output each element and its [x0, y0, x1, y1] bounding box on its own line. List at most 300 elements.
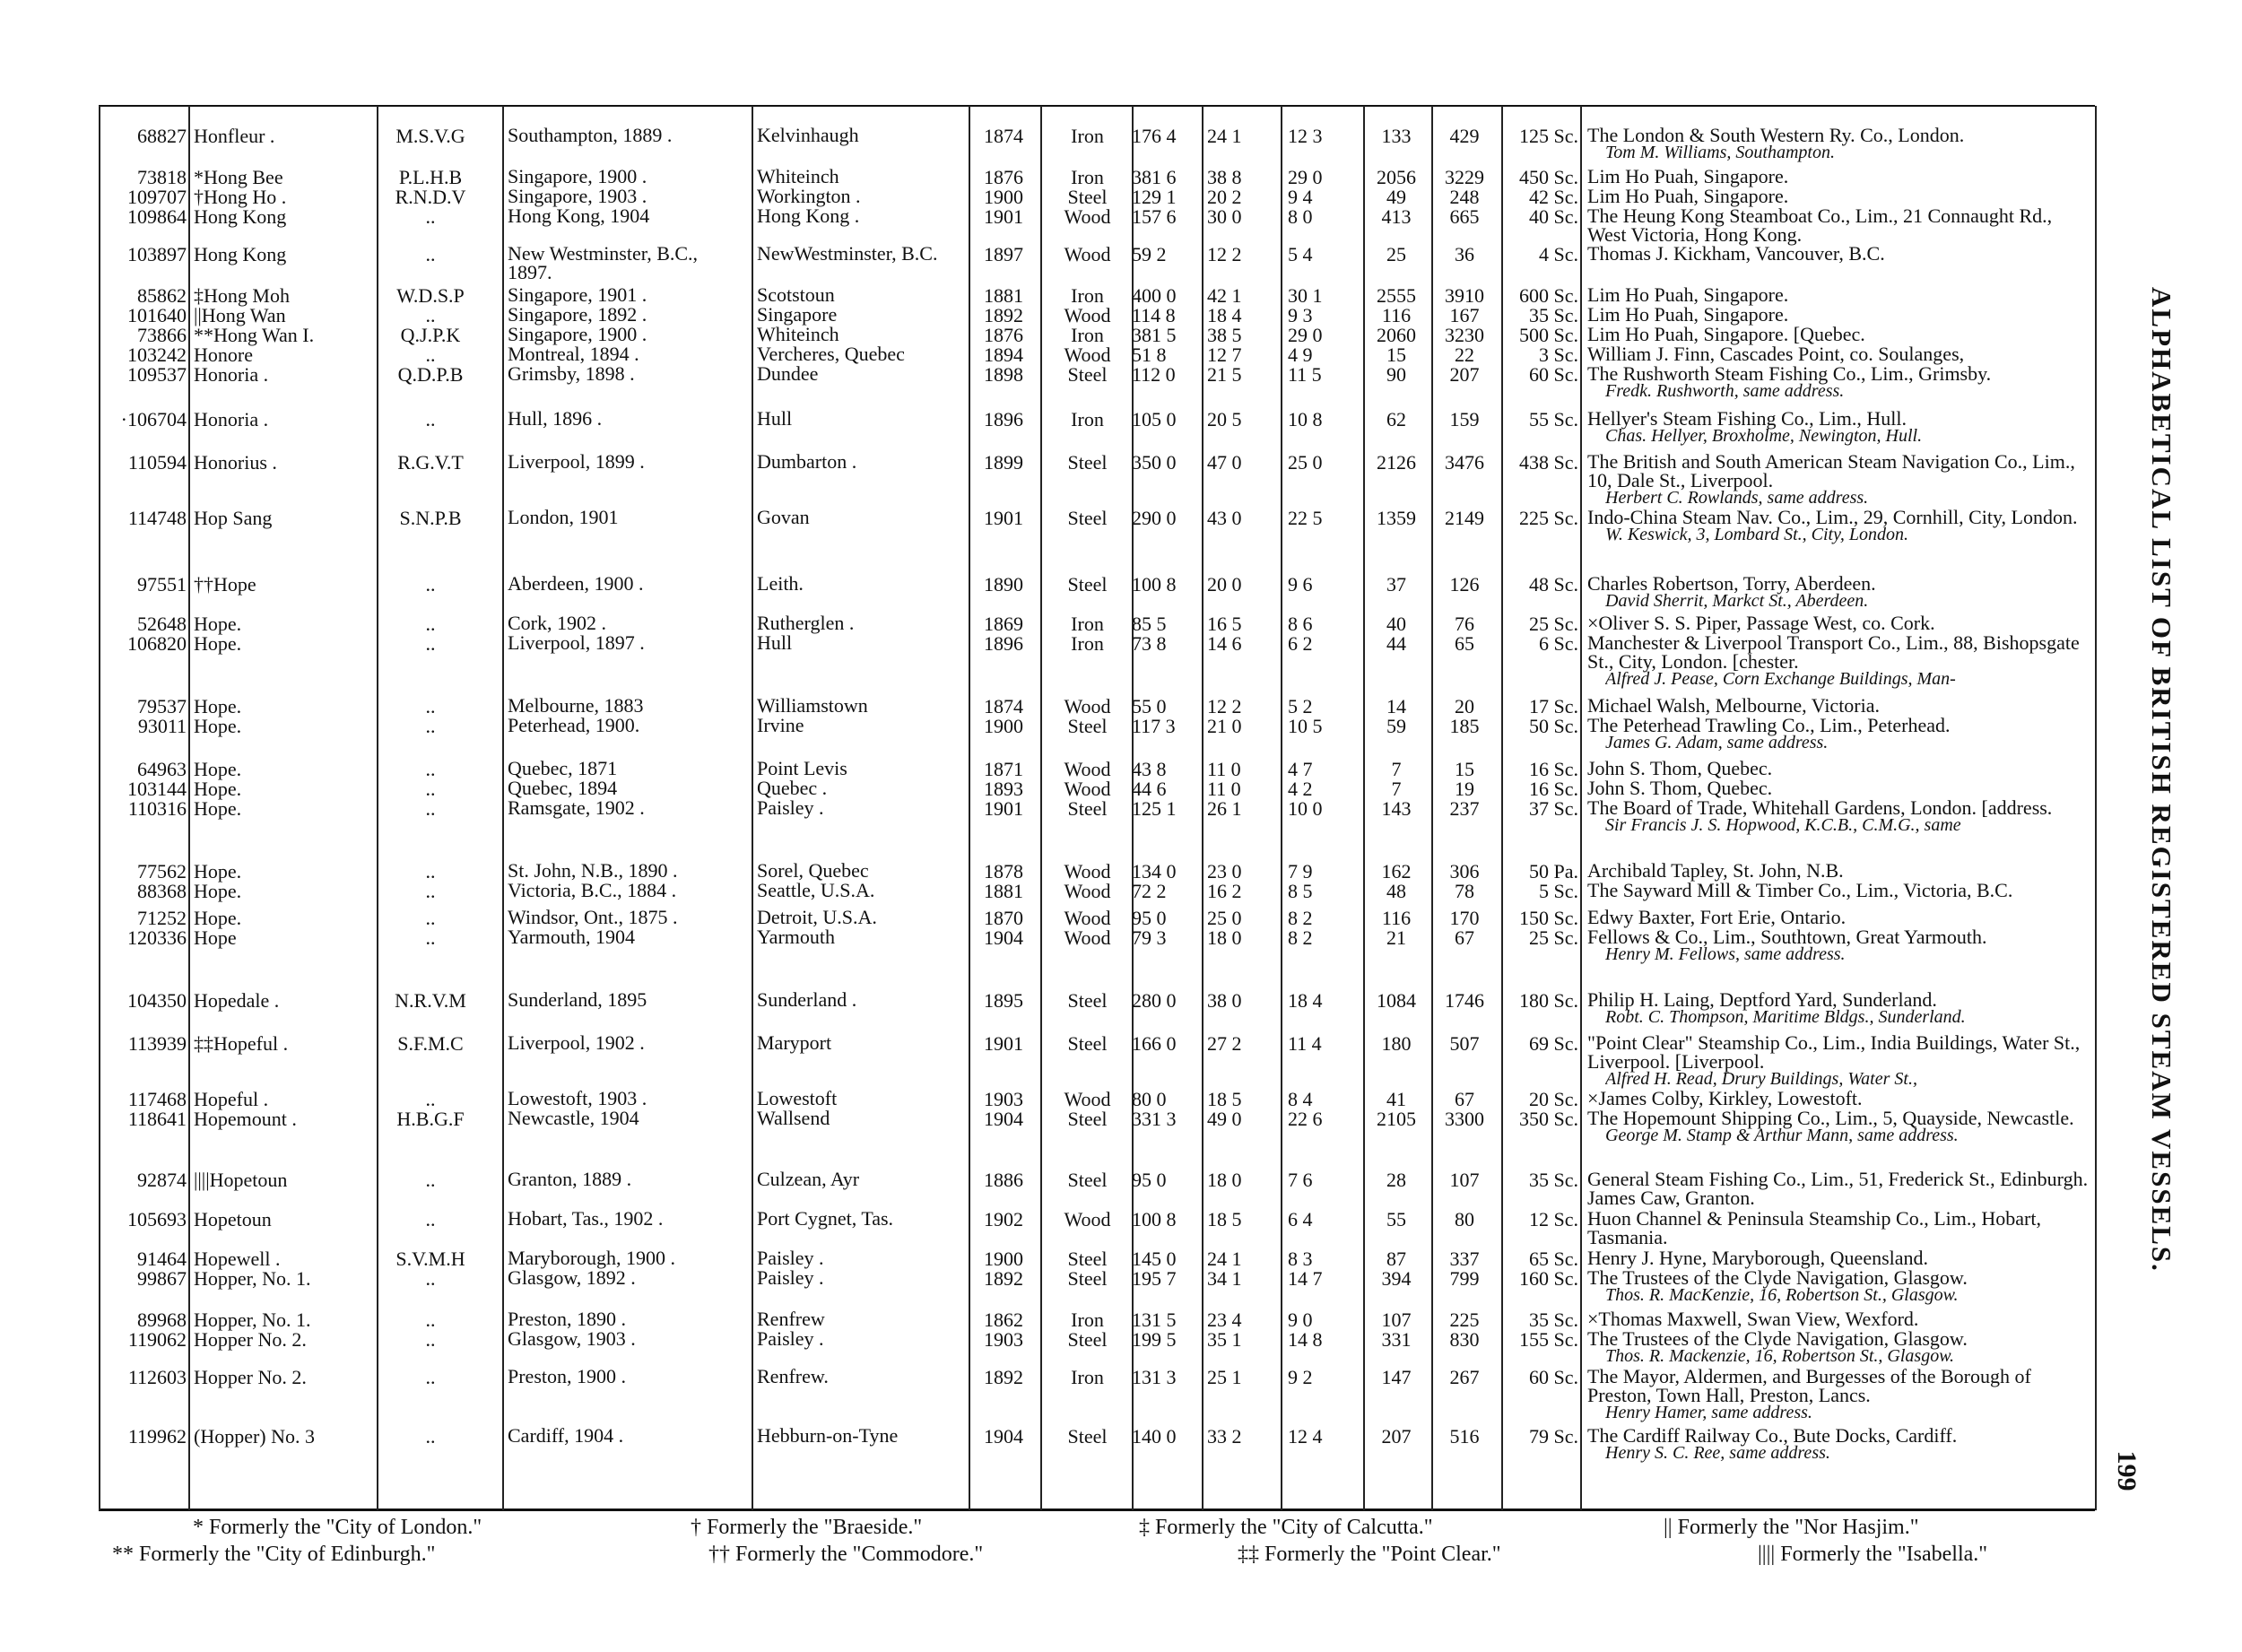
cell-br: 33 2: [1207, 1425, 1242, 1448]
cell-len: 112 0: [1132, 363, 1176, 386]
cell-gross: 394: [1381, 1267, 1412, 1290]
cell-hp: 37 Sc.: [1529, 797, 1578, 820]
cell-dp: 11 5: [1288, 363, 1322, 386]
cell-built: Singapore, 1892 .: [508, 303, 647, 326]
cell-year: 1871: [984, 758, 1023, 780]
cell-built: Liverpool, 1897 .: [508, 631, 645, 654]
cell-br: 38 0: [1207, 989, 1242, 1012]
cell-year: 1902: [984, 1208, 1023, 1230]
cell-year: 1900: [984, 715, 1023, 737]
cell-br: 25 1: [1207, 1366, 1242, 1388]
cell-gross: 55: [1386, 1208, 1406, 1230]
cell-sig: H.B.G.F: [396, 1108, 465, 1130]
cell-br: 24 1: [1207, 1248, 1242, 1270]
cell-built: Cardiff, 1904 .: [508, 1424, 624, 1447]
cell-built: Peterhead, 1900.: [508, 714, 640, 736]
cell-mat: Steel: [1067, 715, 1108, 737]
cell-br: 21 0: [1207, 715, 1242, 737]
cell-owner: The Rushworth Steam Fishing Co., Lim., Grimsby.: [1587, 362, 1992, 385]
cell-num: 91464: [137, 1248, 187, 1270]
cell-len: 400 0: [1132, 284, 1177, 307]
cell-built: Windsor, Ont., 1875 .: [508, 906, 678, 928]
cell-sig: ..: [425, 1309, 436, 1331]
cell-dp: 14 7: [1288, 1267, 1323, 1290]
cell-net: 167: [1449, 304, 1480, 326]
cell-len: 125 1: [1132, 797, 1177, 820]
cell-where: Detroit, U.S.A.: [757, 906, 877, 928]
cell-net: 799: [1449, 1267, 1480, 1290]
cell-br: 42 1: [1207, 284, 1242, 307]
cell-dp: 8 4: [1288, 1088, 1313, 1110]
cell-where: Point Levis: [757, 757, 847, 779]
cell-manager: Herbert C. Rowlands, same address.: [1605, 488, 1869, 508]
cell-built: Quebec, 1871: [508, 757, 618, 779]
cell-dp: 9 4: [1288, 186, 1313, 208]
cell-name: **Hong Wan I.: [194, 324, 315, 346]
cell-built: Quebec, 1894: [508, 777, 618, 799]
cell-gross: 143: [1381, 797, 1412, 820]
cell-built: London, 1901: [508, 506, 619, 528]
cell-year: 1892: [984, 1366, 1023, 1388]
cell-gross: 28: [1386, 1169, 1406, 1191]
cell-hp: 16 Sc.: [1529, 778, 1578, 800]
cell-gross: 2555: [1377, 284, 1416, 307]
cell-dp: 9 3: [1288, 304, 1313, 326]
cell-num: 89968: [137, 1309, 187, 1331]
cell-br: 23 0: [1207, 860, 1242, 883]
cell-dp: 14 8: [1288, 1328, 1323, 1351]
cell-year: 1904: [984, 926, 1023, 949]
cell-sig: S.V.M.H: [395, 1248, 465, 1270]
cell-sig: ..: [425, 1366, 436, 1388]
cell-gross: 331: [1381, 1328, 1412, 1351]
cell-hp: 40 Sc.: [1529, 205, 1578, 228]
cell-gross: 107: [1381, 1309, 1412, 1331]
cell-sig: ..: [425, 1169, 436, 1191]
cell-len: 73 8: [1132, 632, 1167, 655]
cell-len: 176 4: [1132, 125, 1177, 147]
cell-manager: George M. Stamp & Arthur Mann, same address.: [1605, 1126, 1959, 1145]
cell-name: Honoria .: [194, 408, 269, 430]
cell-name: Hope.: [194, 778, 242, 800]
cell-hp: 350 Sc.: [1519, 1108, 1578, 1130]
cell-name: Hopeful .: [194, 1088, 269, 1110]
cell-br: 47 0: [1207, 451, 1242, 474]
cell-sig: ..: [425, 907, 436, 929]
cell-len: 131 5: [1132, 1309, 1177, 1331]
cell-dp: 9 2: [1288, 1366, 1313, 1388]
cell-built: Ramsgate, 1902 .: [508, 796, 645, 819]
cell-manager: David Sherrit, Markct St., Aberdeen.: [1605, 591, 1869, 611]
cell-year: 1901: [984, 797, 1023, 820]
cell-hp: 180 Sc.: [1519, 989, 1578, 1012]
cell-where: Renfrew.: [757, 1365, 829, 1387]
cell-sig: ..: [425, 715, 436, 737]
cell-hp: 225 Sc.: [1519, 507, 1578, 529]
cell-sig: ..: [425, 613, 436, 635]
cell-net: 507: [1449, 1032, 1480, 1055]
cell-br: 12 2: [1207, 243, 1242, 265]
cell-dp: 9 0: [1288, 1309, 1313, 1331]
cell-where: Singapore: [757, 303, 838, 326]
cell-where: Scotstoun: [757, 283, 835, 306]
cell-net: 67: [1455, 1088, 1474, 1110]
cell-br: 30 0: [1207, 205, 1242, 228]
cell-built: Liverpool, 1899 .: [508, 450, 645, 473]
footnote: † Formerly the "Braeside.": [691, 1516, 923, 1539]
cell-net: 76: [1455, 613, 1474, 635]
cell-net: 67: [1455, 926, 1474, 949]
cell-mat: Steel: [1067, 1248, 1108, 1270]
cell-built: Glasgow, 1892 .: [508, 1266, 636, 1289]
cell-built: Singapore, 1901 .: [508, 283, 647, 306]
cell-sig: ..: [425, 695, 436, 717]
cell-built: Sunderland, 1895: [508, 988, 647, 1011]
cell-owner: "Point Clear" Steamship Co., Lim., India Buildings, Water St., Liverpool. [Liverpool.: [1587, 1031, 2081, 1073]
cell-where: Rutherglen .: [757, 612, 855, 634]
cell-owner: Archibald Tapley, St. John, N.B.: [1587, 859, 1844, 882]
cell-len: 381 6: [1132, 166, 1177, 188]
cell-manager: Chas. Hellyer, Broxholme, Newington, Hull.: [1605, 426, 1923, 446]
cell-manager: Thos. R. MacKenzie, 16, Robertson St., Glasgow.: [1605, 1285, 1959, 1305]
cell-year: 1897: [984, 243, 1023, 265]
cell-len: 43 8: [1132, 758, 1167, 780]
cell-len: 129 1: [1132, 186, 1177, 208]
cell-br: 20 5: [1207, 408, 1242, 430]
cell-where: Maryport: [757, 1031, 832, 1054]
cell-owner: Henry J. Hyne, Maryborough, Queensland.: [1587, 1247, 1929, 1269]
cell-name: Hopper No. 2.: [194, 1366, 307, 1388]
cell-where: Leith.: [757, 572, 804, 595]
cell-where: Whiteinch: [757, 165, 839, 187]
cell-sig: N.R.V.M: [395, 989, 466, 1012]
cell-gross: 133: [1381, 125, 1412, 147]
cell-gross: 116: [1381, 907, 1412, 929]
cell-where: Port Cygnet, Tas.: [757, 1207, 894, 1230]
cell-year: 1901: [984, 205, 1023, 228]
cell-owner: Lim Ho Puah, Singapore.: [1587, 283, 1789, 306]
cell-where: Irvine: [757, 714, 804, 736]
cell-gross: 2126: [1377, 451, 1416, 474]
cell-len: 100 8: [1132, 1208, 1177, 1230]
cell-name: Hopewell .: [194, 1248, 281, 1270]
cell-where: Sorel, Quebec: [757, 859, 869, 882]
cell-owner: Fellows & Co., Lim., Southtown, Great Yarmouth.: [1587, 926, 1987, 948]
cell-len: 79 3: [1132, 926, 1167, 949]
cell-net: 248: [1449, 186, 1480, 208]
cell-sig: ..: [425, 880, 436, 902]
cell-dp: 10 0: [1288, 797, 1323, 820]
cell-year: 1899: [984, 451, 1023, 474]
cell-owner: ×James Colby, Kirkley, Lowestoft.: [1587, 1087, 1863, 1109]
cell-len: 105 0: [1132, 408, 1177, 430]
cell-built: Singapore, 1903 .: [508, 185, 647, 207]
cell-mat: Steel: [1067, 1328, 1108, 1351]
cell-sig: P.L.H.B: [398, 166, 463, 188]
cell-num: 77562: [137, 860, 187, 883]
cell-br: 18 5: [1207, 1088, 1242, 1110]
cell-net: 207: [1449, 363, 1480, 386]
cell-year: 1901: [984, 1032, 1023, 1055]
cell-br: 23 4: [1207, 1309, 1242, 1331]
cell-len: 199 5: [1132, 1328, 1177, 1351]
cell-net: 78: [1455, 880, 1474, 902]
cell-mat: Iron: [1071, 1309, 1104, 1331]
cell-len: 381 5: [1132, 324, 1177, 346]
cell-hp: 500 Sc.: [1519, 324, 1578, 346]
cell-num: 73866: [137, 324, 187, 346]
cell-gross: 87: [1386, 1248, 1406, 1270]
cell-name: Hopper No. 2.: [194, 1328, 307, 1351]
cell-br: 25 0: [1207, 907, 1242, 929]
cell-name: Hopper, No. 1.: [194, 1267, 311, 1290]
cell-br: 11 0: [1207, 758, 1241, 780]
cell-where: Hull: [757, 407, 793, 430]
cell-dp: 29 0: [1288, 166, 1323, 188]
cell-mat: Wood: [1064, 880, 1111, 902]
cell-sig: ..: [425, 408, 436, 430]
cell-sig: ..: [425, 304, 436, 326]
cell-year: 1876: [984, 324, 1023, 346]
cell-name: Hope.: [194, 715, 242, 737]
column-rule: [752, 106, 753, 1510]
cell-gross: 413: [1381, 205, 1412, 228]
cell-sig: ..: [425, 243, 436, 265]
cell-built: Glasgow, 1903 .: [508, 1327, 636, 1350]
cell-hp: 48 Sc.: [1529, 573, 1578, 596]
cell-mat: Wood: [1064, 205, 1111, 228]
cell-hp: 12 Sc.: [1529, 1208, 1578, 1230]
cell-year: 1869: [984, 613, 1023, 635]
cell-num: 104350: [127, 989, 187, 1012]
cell-dp: 12 4: [1288, 1425, 1323, 1448]
cell-num: 114748: [127, 507, 187, 529]
cell-manager: Thos. R. Mackenzie, 16, Robertson St., Glasgow.: [1605, 1346, 1955, 1366]
cell-net: 19: [1455, 778, 1474, 800]
cell-gross: 15: [1386, 343, 1406, 366]
cell-dp: 10 5: [1288, 715, 1323, 737]
cell-built: Preston, 1890 .: [508, 1308, 626, 1330]
cell-sig: S.N.P.B: [399, 507, 462, 529]
cell-num: 105693: [127, 1208, 187, 1230]
cell-sig: ..: [425, 1088, 436, 1110]
cell-dp: 4 2: [1288, 778, 1313, 800]
cell-len: 59 2: [1132, 243, 1167, 265]
cell-num: 103897: [127, 243, 187, 265]
cell-built: Maryborough, 1900 .: [508, 1247, 675, 1269]
cell-net: 665: [1449, 205, 1480, 228]
cell-num: 118641: [127, 1108, 187, 1130]
cell-mat: Wood: [1064, 304, 1111, 326]
cell-manager: W. Keswick, 3, Lombard St., City, London.: [1605, 525, 1908, 544]
cell-year: 1876: [984, 166, 1023, 188]
cell-name: Hope.: [194, 758, 242, 780]
cell-where: Paisley .: [757, 1247, 824, 1269]
cell-owner: Hellyer's Steam Fishing Co., Lim., Hull.: [1587, 407, 1907, 430]
cell-dp: 10 8: [1288, 408, 1323, 430]
cell-sig: R.G.V.T: [397, 451, 464, 474]
cell-br: 43 0: [1207, 507, 1242, 529]
cell-net: 3229: [1445, 166, 1484, 188]
cell-hp: 125 Sc.: [1519, 125, 1578, 147]
cell-sig: ..: [425, 1425, 436, 1448]
cell-gross: 7: [1391, 778, 1402, 800]
cell-br: 49 0: [1207, 1108, 1242, 1130]
cell-where: Lowestoft: [757, 1087, 838, 1109]
cell-built: Montreal, 1894 .: [508, 343, 639, 365]
cell-manager: James G. Adam, same address.: [1605, 733, 1829, 752]
cell-num: 109707: [127, 186, 187, 208]
cell-name: Hop Sang: [194, 507, 273, 529]
cell-num: 110316: [127, 797, 187, 820]
cell-built: Granton, 1889 .: [508, 1168, 632, 1190]
cell-owner: Lim Ho Puah, Singapore.: [1587, 303, 1789, 326]
cell-hp: 150 Sc.: [1519, 907, 1578, 929]
cell-name: ||Hong Wan: [194, 304, 286, 326]
cell-hp: 35 Sc.: [1529, 1169, 1578, 1191]
cell-net: 3910: [1445, 284, 1484, 307]
cell-year: 1892: [984, 304, 1023, 326]
cell-hp: 600 Sc.: [1519, 284, 1578, 307]
cell-owner: Charles Robertson, Torry, Aberdeen.: [1587, 572, 1876, 595]
cell-net: 3300: [1445, 1108, 1484, 1130]
cell-year: 1901: [984, 507, 1023, 529]
cell-year: 1893: [984, 778, 1023, 800]
cell-num: 93011: [137, 715, 187, 737]
column-rule: [1281, 106, 1282, 1510]
cell-gross: 90: [1386, 363, 1406, 386]
cell-year: 1890: [984, 573, 1023, 596]
cell-name: *Hong Bee: [194, 166, 283, 188]
cell-where: Paisley .: [757, 796, 824, 819]
cell-len: 44 6: [1132, 778, 1167, 800]
cell-where: Vercheres, Quebec: [757, 343, 905, 365]
cell-sig: ..: [425, 1328, 436, 1351]
cell-br: 18 5: [1207, 1208, 1242, 1230]
cell-sig: Q.D.P.B: [397, 363, 464, 386]
cell-br: 21 5: [1207, 363, 1242, 386]
cell-mat: Steel: [1067, 573, 1108, 596]
cell-net: 20: [1455, 695, 1474, 717]
cell-num: 99867: [137, 1267, 187, 1290]
cell-where: Workington .: [757, 185, 861, 207]
cell-num: 109537: [127, 363, 187, 386]
cell-sig: ..: [425, 632, 436, 655]
cell-num: 68827: [137, 125, 187, 147]
cell-dp: 7 9: [1288, 860, 1313, 883]
cell-hp: 160 Sc.: [1519, 1267, 1578, 1290]
cell-year: 1878: [984, 860, 1023, 883]
table-top-rule: [99, 105, 2095, 107]
cell-manager: Alfred J. Pease, Corn Exchange Buildings, Man-: [1605, 669, 1956, 689]
cell-mat: Steel: [1067, 1267, 1108, 1290]
cell-owner: Edwy Baxter, Fort Erie, Ontario.: [1587, 906, 1847, 928]
cell-net: 306: [1449, 860, 1480, 883]
cell-len: 157 6: [1132, 205, 1177, 228]
cell-where: Hebburn-on-Tyne: [757, 1424, 899, 1447]
cell-gross: 2056: [1377, 166, 1416, 188]
cell-owner: The Board of Trade, Whitehall Gardens, London. [address.: [1587, 796, 2053, 819]
cell-num: 97551: [137, 573, 187, 596]
cell-net: 429: [1449, 125, 1480, 147]
cell-built: Preston, 1900 .: [508, 1365, 626, 1387]
cell-owner: The Mayor, Aldermen, and Burgesses of the Borough of Preston, Town Hall, Preston, Lancs.: [1587, 1365, 2031, 1406]
cell-mat: Wood: [1064, 860, 1111, 883]
cell-hp: 450 Sc.: [1519, 166, 1578, 188]
cell-year: 1881: [984, 284, 1023, 307]
cell-where: Hull: [757, 631, 793, 654]
cell-br: 38 5: [1207, 324, 1242, 346]
cell-name: †Hong Ho .: [194, 186, 287, 208]
cell-len: 95 0: [1132, 1169, 1167, 1191]
cell-mat: Iron: [1071, 1366, 1104, 1388]
footnote: |||| Formerly the "Isabella.": [1758, 1543, 1988, 1566]
cell-br: 34 1: [1207, 1267, 1242, 1290]
cell-manager: Sir Francis J. S. Hopwood, K.C.B., C.M.G., same: [1605, 815, 1961, 835]
cell-owner: Lim Ho Puah, Singapore.: [1587, 165, 1789, 187]
cell-manager: Henry S. C. Ree, same address.: [1605, 1443, 1830, 1463]
cell-sig: S.F.M.C: [397, 1032, 464, 1055]
cell-name: Hopedale .: [194, 989, 280, 1012]
cell-gross: 59: [1386, 715, 1406, 737]
cell-dp: 22 5: [1288, 507, 1323, 529]
cell-year: 1894: [984, 343, 1023, 366]
cell-owner: The Trustees of the Clyde Navigation, Glasgow.: [1587, 1327, 1968, 1350]
cell-hp: 25 Sc.: [1529, 613, 1578, 635]
cell-where: Dundee: [757, 362, 819, 385]
cell-built: Singapore, 1900 .: [508, 323, 647, 345]
cell-br: 11 0: [1207, 778, 1241, 800]
cell-built: St. John, N.B., 1890 .: [508, 859, 678, 882]
cell-manager: Alfred H. Read, Drury Buildings, Water St.,: [1605, 1069, 1917, 1089]
cell-mat: Wood: [1064, 695, 1111, 717]
cell-sig: ..: [425, 205, 436, 228]
cell-name: ‡Hong Moh: [194, 284, 290, 307]
footnote: ‡ Formerly the "City of Calcutta.": [1139, 1516, 1433, 1539]
cell-sig: ..: [425, 797, 436, 820]
cell-where: Kelvinhaugh: [757, 124, 859, 146]
cell-gross: 147: [1381, 1366, 1412, 1388]
cell-year: 1904: [984, 1108, 1023, 1130]
cell-name: Hope: [194, 926, 237, 949]
cell-mat: Steel: [1067, 1169, 1108, 1191]
cell-sig: ..: [425, 1267, 436, 1290]
cell-br: 38 8: [1207, 166, 1242, 188]
cell-dp: 8 2: [1288, 926, 1313, 949]
cell-net: 36: [1455, 243, 1474, 265]
cell-name: Honfleur .: [194, 125, 275, 147]
cell-gross: 48: [1386, 880, 1406, 902]
cell-mat: Steel: [1067, 989, 1108, 1012]
footnote: ‡‡ Formerly the "Point Clear.": [1238, 1543, 1501, 1566]
cell-owner: The London & South Western Ry. Co., London.: [1587, 124, 1965, 146]
cell-hp: 60 Sc.: [1529, 363, 1578, 386]
cell-sig: ..: [425, 1208, 436, 1230]
cell-hp: 25 Sc.: [1529, 926, 1578, 949]
cell-manager: Henry M. Fellows, same address.: [1605, 944, 1846, 964]
cell-len: 134 0: [1132, 860, 1177, 883]
cell-name: ††Hope: [194, 573, 256, 596]
cell-hp: 42 Sc.: [1529, 186, 1578, 208]
cell-gross: 1359: [1377, 507, 1416, 529]
cell-num: 101640: [127, 304, 187, 326]
cell-owner: The Hopemount Shipping Co., Lim., 5, Quayside, Newcastle.: [1587, 1107, 2074, 1129]
cell-name: (Hopper) No. 3: [194, 1425, 316, 1448]
cell-hp: 17 Sc.: [1529, 695, 1578, 717]
cell-owner: The Peterhead Trawling Co., Lim., Peterhead.: [1587, 714, 1951, 736]
cell-mat: Wood: [1064, 907, 1111, 929]
cell-mat: Steel: [1067, 1032, 1108, 1055]
